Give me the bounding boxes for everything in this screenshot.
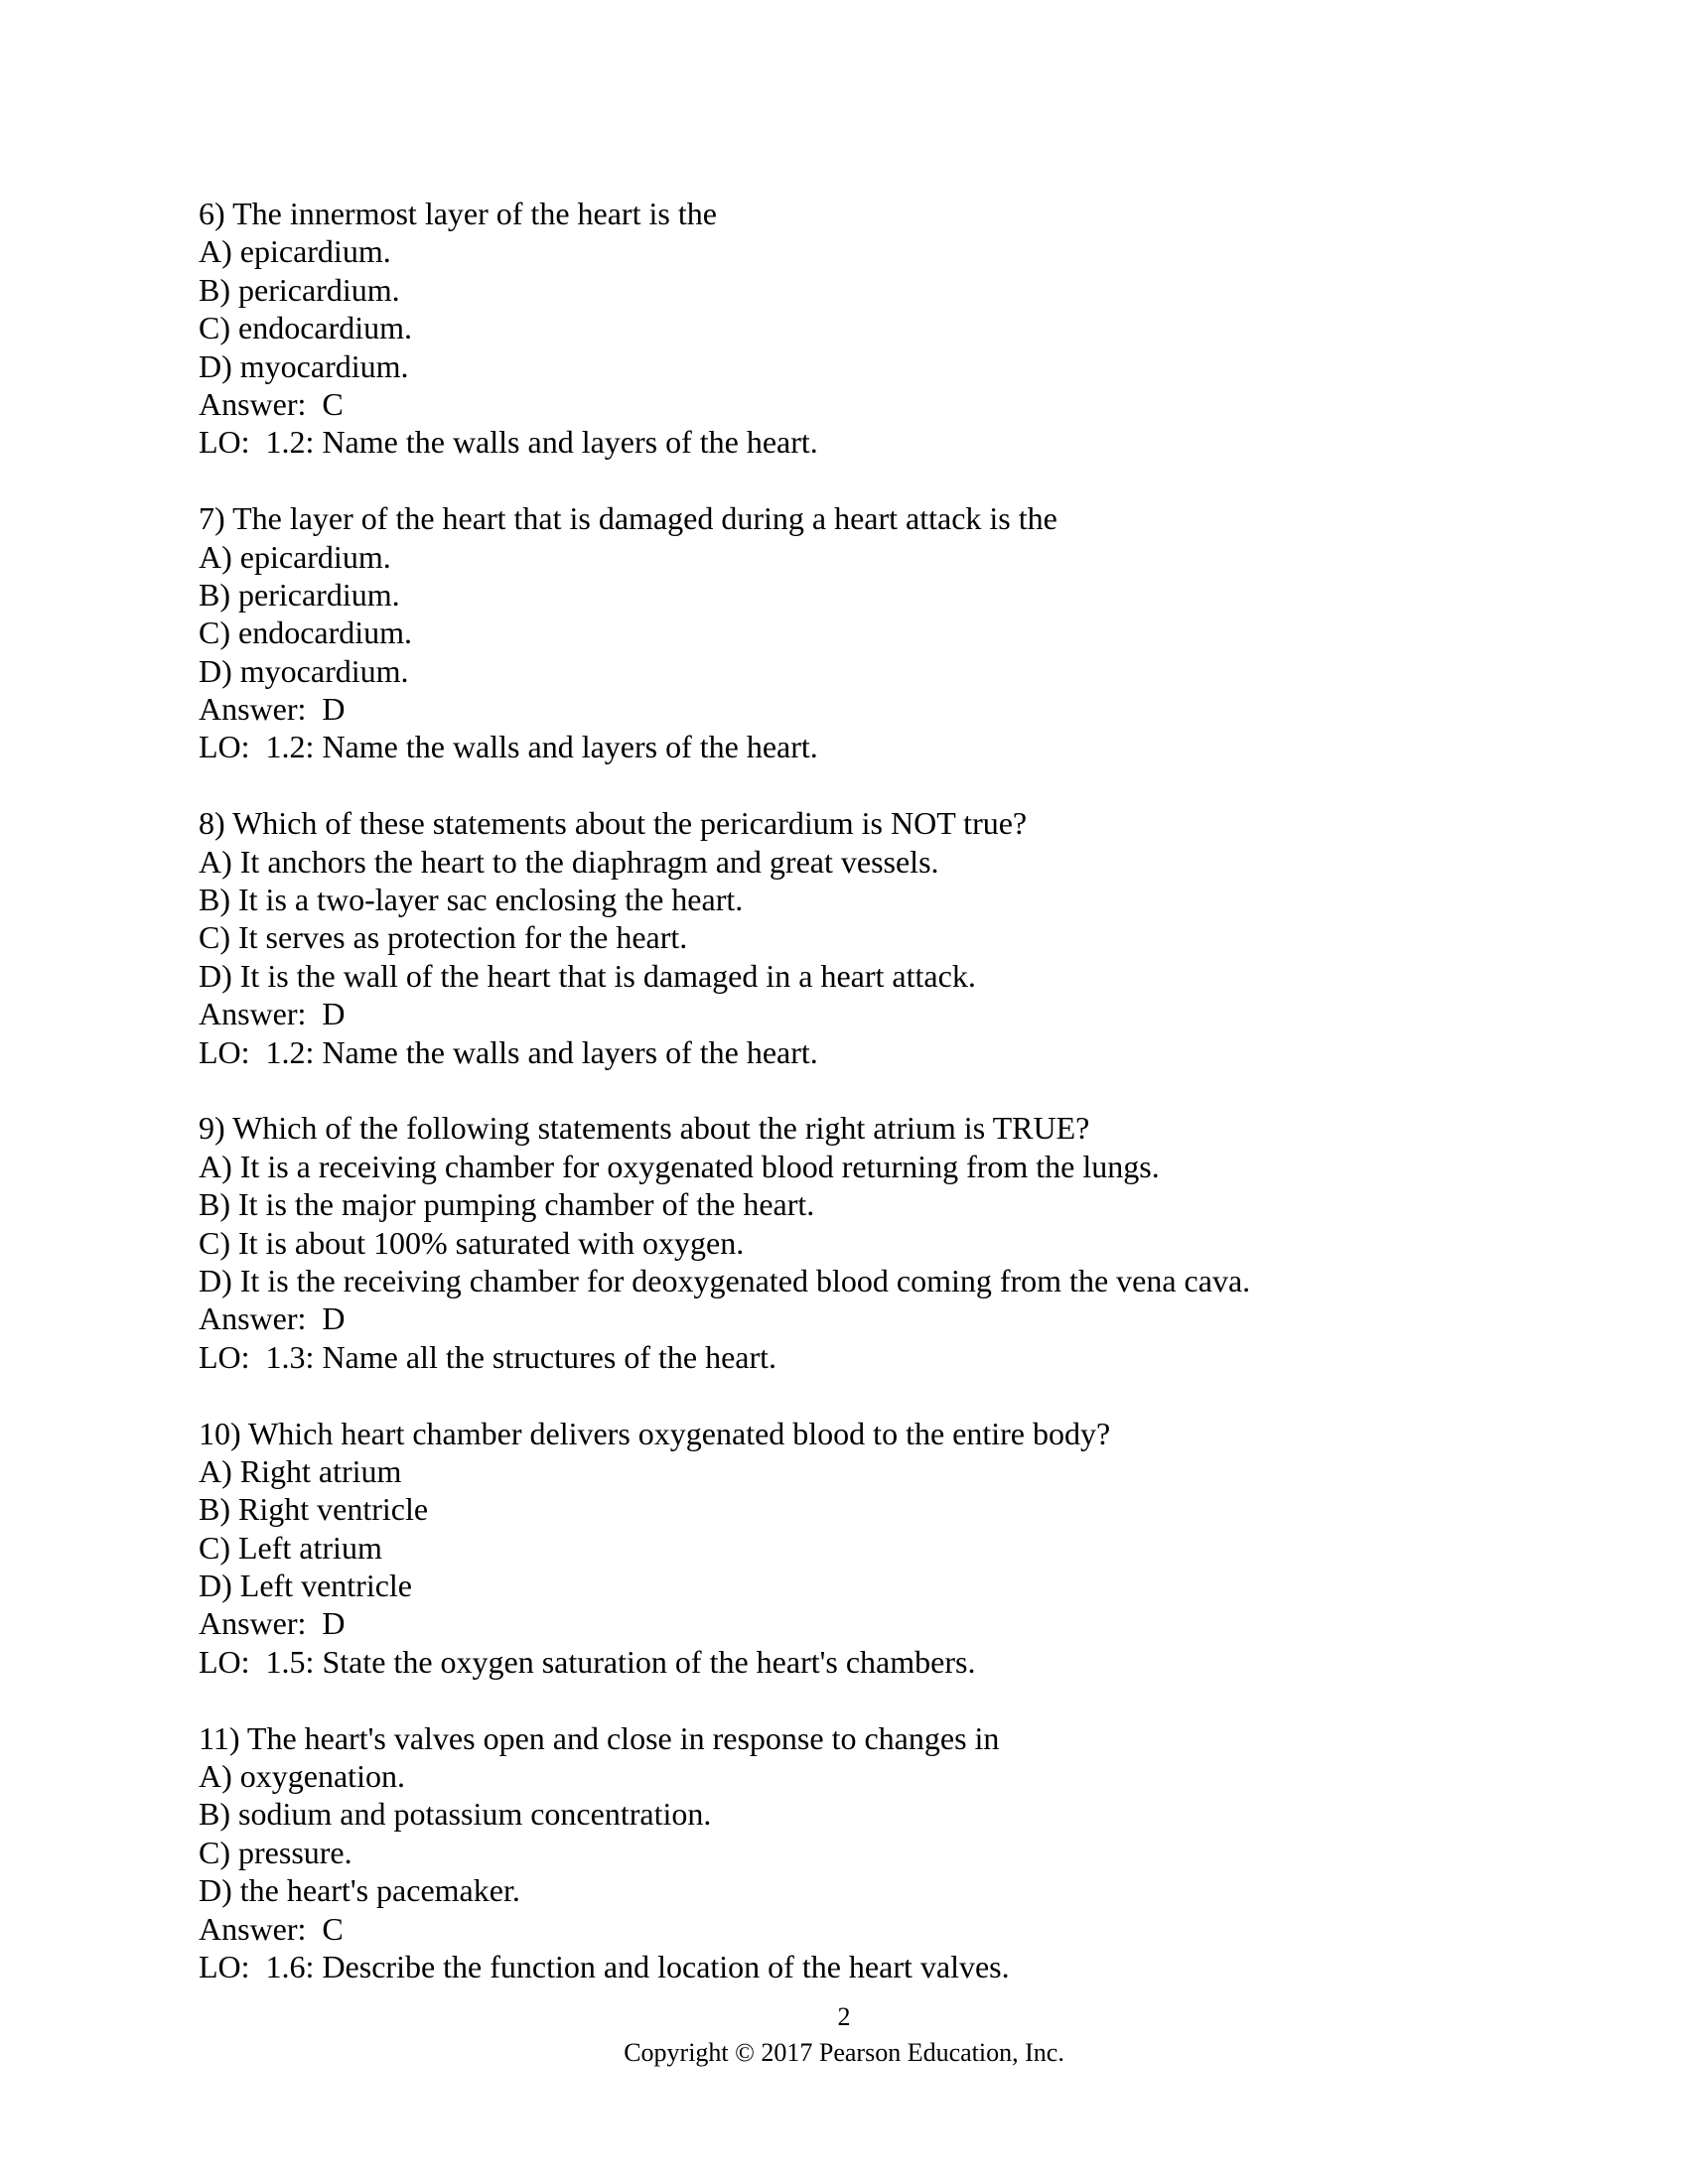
question-stem: 6) The innermost layer of the heart is the <box>199 196 717 231</box>
question-stem: 10) Which heart chamber delivers oxygenated blood to the entire body? <box>199 1415 1111 1451</box>
question-11 <box>199 1719 1509 1986</box>
option-c: C) pressure. <box>199 1834 352 1870</box>
question-stem: 8) Which of these statements about the pericardium is NOT true? <box>199 805 1028 842</box>
answer: Answer: D <box>199 691 346 728</box>
answer: Answer: C <box>199 385 344 422</box>
learning-objective: LO: 1.5: State the oxygen saturation of the heart's chambers. <box>199 1643 976 1680</box>
question-stem: 7) The layer of the heart that is damaged during a heart attack is the <box>199 500 1057 537</box>
question-stem: 11) The heart's valves open and close in response to changes in <box>199 1719 1000 1756</box>
option-b: B) pericardium. <box>199 271 400 308</box>
option-a: A) It anchors the heart to the diaphragm and great vessels. <box>199 843 939 880</box>
question-7 <box>199 499 1509 766</box>
option-d: D) myocardium. <box>199 652 409 689</box>
question-8 <box>199 804 1509 1071</box>
option-a: A) oxygenation. <box>199 1758 405 1795</box>
option-d: D) Left ventricle <box>199 1568 412 1604</box>
option-a: A) epicardium. <box>199 538 391 575</box>
question-10 <box>199 1415 1509 1682</box>
learning-objective: LO: 1.2: Name the walls and layers of the heart. <box>199 424 818 461</box>
page-number: 2 <box>837 2002 851 2031</box>
question-9 <box>199 1109 1509 1376</box>
option-d: D) It is the wall of the heart that is damaged in a heart attack. <box>199 957 976 994</box>
learning-objective: LO: 1.2: Name the walls and layers of the heart. <box>199 1033 818 1070</box>
answer: Answer: D <box>199 1605 346 1642</box>
question-stem: 9) Which of the following statements about the right atrium is TRUE? <box>199 1110 1090 1147</box>
option-c: C) endocardium. <box>199 310 413 346</box>
option-d: D) myocardium. <box>199 347 409 384</box>
question-list <box>199 195 1509 2024</box>
option-b: B) It is a two-layer sac enclosing the heart. <box>199 882 744 918</box>
option-b: B) pericardium. <box>199 576 400 613</box>
answer: Answer: C <box>199 1910 344 1947</box>
option-a: A) Right atrium <box>199 1452 402 1489</box>
option-d: D) the heart's pacemaker. <box>199 1872 520 1909</box>
answer: Answer: D <box>199 1300 346 1337</box>
answer: Answer: D <box>199 996 346 1032</box>
learning-objective: LO: 1.2: Name the walls and layers of the heart. <box>199 729 818 765</box>
option-c: C) Left atrium <box>199 1529 382 1566</box>
question-6 <box>199 195 1509 462</box>
option-a: A) It is a receiving chamber for oxygenated blood returning from the lungs. <box>199 1148 1160 1184</box>
option-c: C) It is about 100% saturated with oxygen. <box>199 1224 745 1261</box>
learning-objective: LO: 1.6: Describe the function and location of the heart valves. <box>199 1948 1010 1984</box>
option-d: D) It is the receiving chamber for deoxygenated blood coming from the vena cava. <box>199 1262 1251 1298</box>
learning-objective: LO: 1.3: Name all the structures of the heart. <box>199 1338 777 1375</box>
copyright-notice: Copyright © 2017 Pearson Education, Inc. <box>624 2038 1064 2067</box>
option-c: C) endocardium. <box>199 614 413 651</box>
option-b: B) It is the major pumping chamber of the heart. <box>199 1186 815 1223</box>
option-c: C) It serves as protection for the heart. <box>199 919 688 956</box>
option-b: B) sodium and potassium concentration. <box>199 1796 712 1833</box>
option-a: A) epicardium. <box>199 233 391 270</box>
option-b: B) Right ventricle <box>199 1491 429 1528</box>
